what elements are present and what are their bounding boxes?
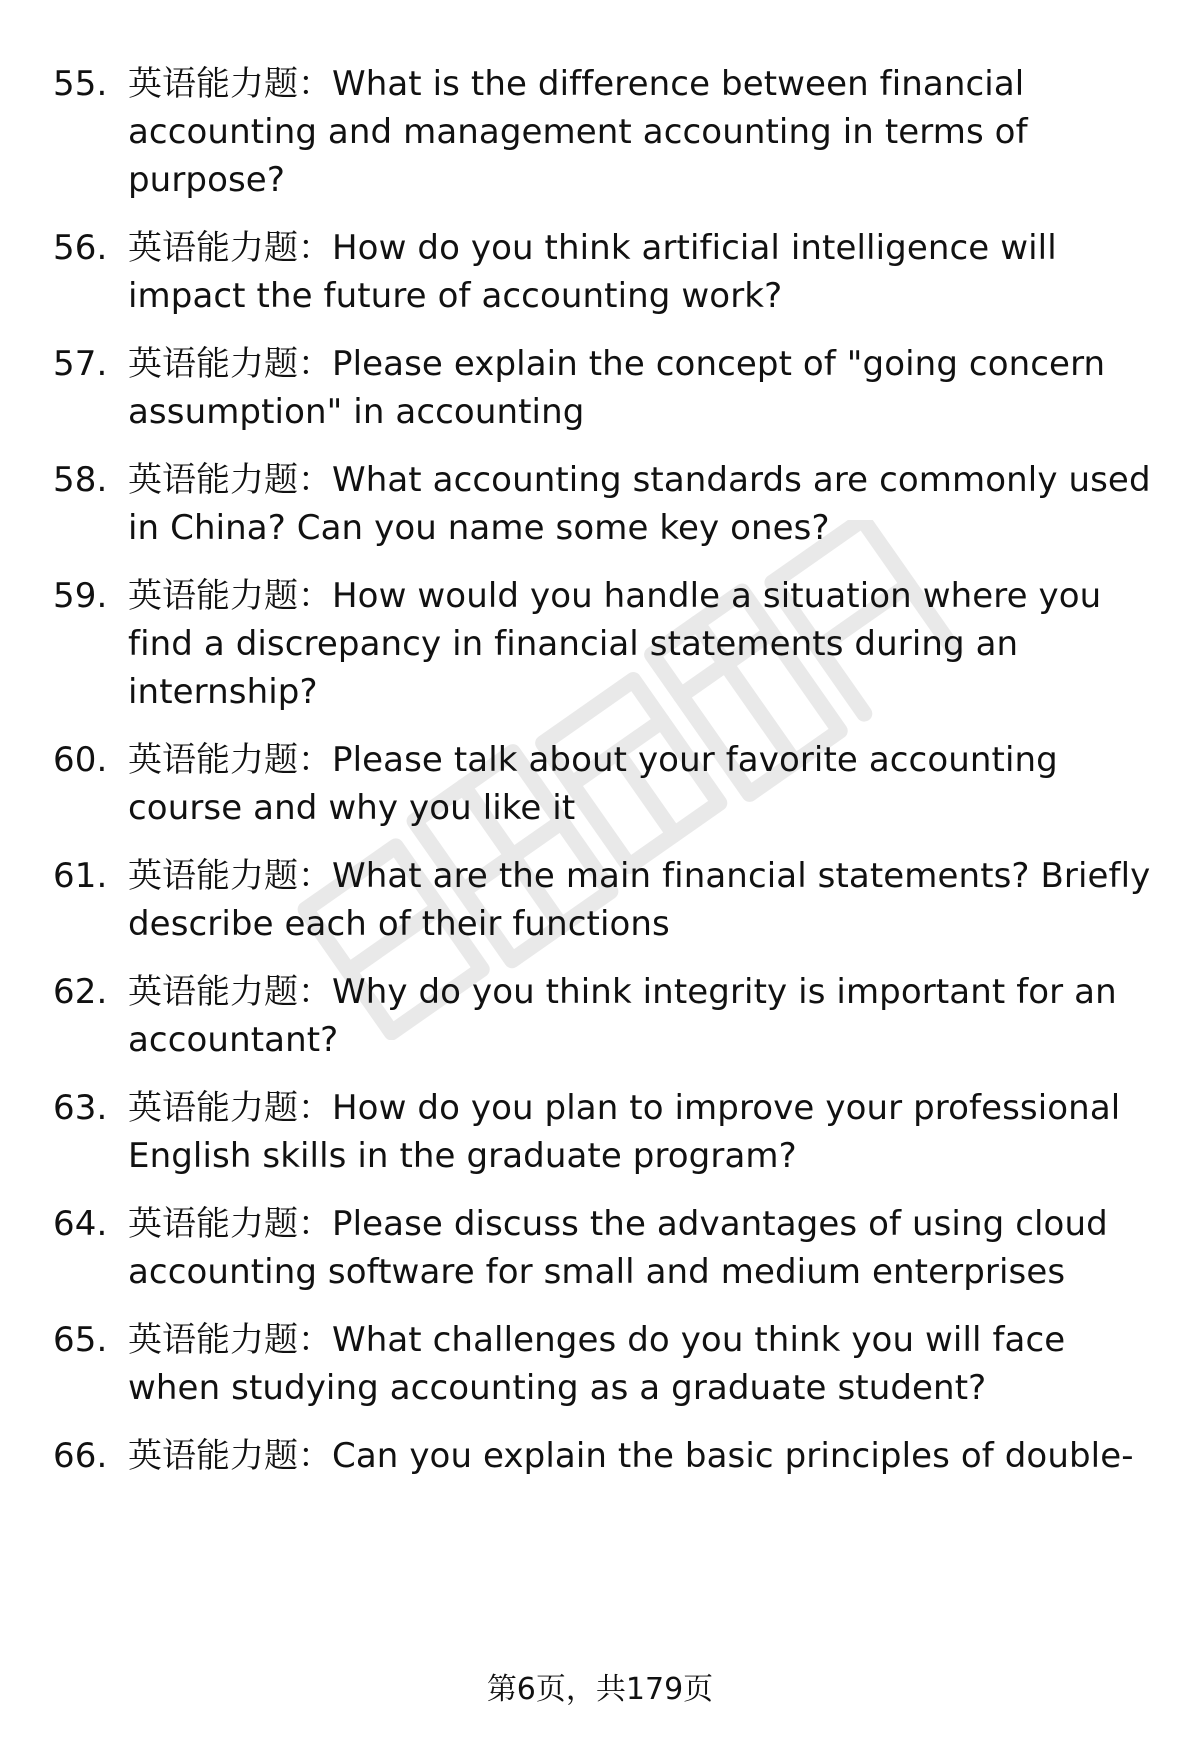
question-item [0,1316,1200,1412]
question-number: 60. [53,740,108,780]
question-body [128,60,1160,204]
question-body [128,572,1160,716]
question-body [128,1084,1160,1180]
question-tag: 英语能力题： [128,344,332,384]
question-tag: 英语能力题： [128,460,332,500]
question-number: 63. [53,1088,108,1128]
question-item [0,1200,1200,1296]
question-text: Can you explain the basic principles of double- [332,1436,1134,1476]
question-item [0,60,1200,204]
question-tag: 英语能力题： [128,1204,332,1244]
question-body [128,456,1160,552]
question-text: What accounting standards are commonly used in China? Can you name some key ones? [128,460,1151,548]
question-tag: 英语能力题： [128,1320,332,1360]
question-text: Please talk about your favorite accounting course and why you like it [128,740,1058,828]
question-item [0,224,1200,320]
question-number: 59. [53,576,108,616]
question-text: How would you handle a situation where you find a discrepancy in financial statements during an internship? [128,576,1102,712]
question-text: What challenges do you think you will face when studying accounting as a graduate student? [128,1320,1066,1408]
question-text: Please explain the concept of "going concern assumption" in accounting [128,344,1106,432]
question-text: Please discuss the advantages of using cloud accounting software for small and medium enterprises [128,1204,1108,1292]
page-footer [0,1670,1200,1710]
question-text: How do you think artificial intelligence will impact the future of accounting work? [128,228,1057,316]
question-number: 58. [53,460,108,500]
question-number: 62. [53,972,108,1012]
question-text: What is the difference between financial accounting and management accounting in terms of purpose? [128,64,1028,200]
question-body [128,1200,1160,1296]
question-tag: 英语能力题： [128,856,332,896]
question-text: How do you plan to improve your professional English skills in the graduate program? [128,1088,1121,1176]
question-body [128,224,1160,320]
question-list [0,60,1200,1500]
question-body [128,1316,1160,1412]
question-item [0,968,1200,1064]
question-item [0,852,1200,948]
question-text: What are the main financial statements? Briefly describe each of their functions [128,856,1151,944]
question-item [0,1432,1200,1480]
question-number: 66. [53,1436,108,1476]
question-tag: 英语能力题： [128,576,332,616]
question-tag: 英语能力题： [128,972,332,1012]
question-body [128,340,1160,436]
question-body [128,852,1160,948]
question-number: 57. [53,344,108,384]
question-body [128,736,1160,832]
question-number: 61. [53,856,108,896]
question-tag: 英语能力题： [128,1088,332,1128]
question-tag: 英语能力题： [128,1436,332,1476]
question-body [128,1432,1160,1480]
question-number: 65. [53,1320,108,1360]
question-item [0,1084,1200,1180]
question-item [0,456,1200,552]
question-item [0,736,1200,832]
question-body [128,968,1160,1064]
question-tag: 英语能力题： [128,228,332,268]
question-number: 55. [53,64,108,104]
question-number: 64. [53,1204,108,1244]
question-tag: 英语能力题： [128,64,332,104]
question-text: Why do you think integrity is important for an accountant? [128,972,1117,1060]
question-item [0,572,1200,716]
question-item [0,340,1200,436]
question-tag: 英语能力题： [128,740,332,780]
question-number: 56. [53,228,108,268]
page-number-label: 第6页，共179页 [486,1672,714,1707]
